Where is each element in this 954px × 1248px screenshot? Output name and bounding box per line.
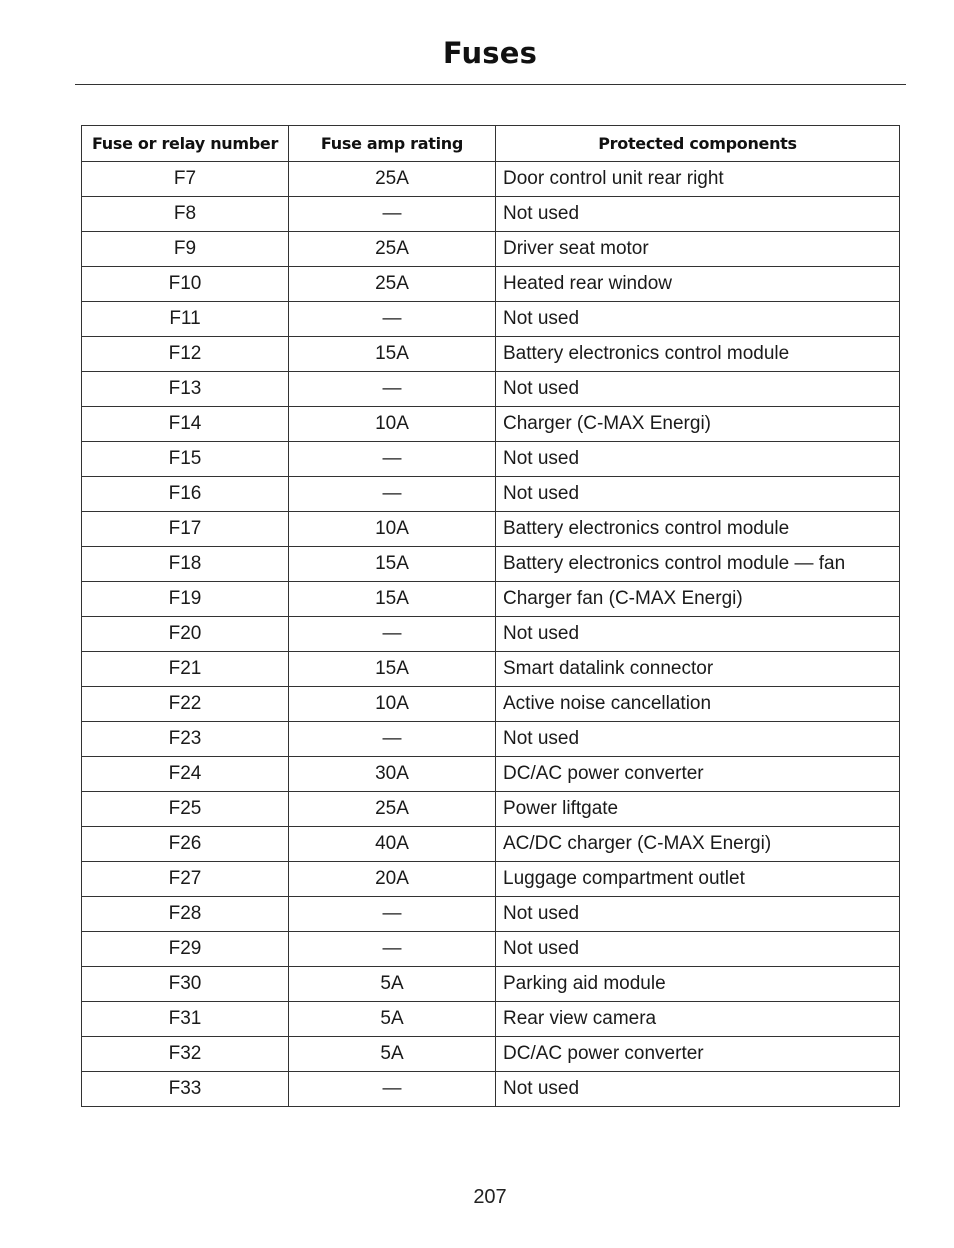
amp-rating-cell: —: [289, 302, 496, 337]
fuse-number-cell: F30: [82, 967, 289, 1002]
protected-component-cell: Not used: [496, 932, 900, 967]
fuse-number-cell: F27: [82, 862, 289, 897]
page-title: Fuses: [442, 36, 538, 70]
amp-rating-cell: 40A: [289, 827, 496, 862]
protected-component-cell: Not used: [496, 442, 900, 477]
amp-rating-cell: 10A: [289, 512, 496, 547]
protected-component-cell: Rear view camera: [496, 1002, 900, 1037]
table-row: [82, 582, 900, 617]
protected-component-cell: Charger fan (C-MAX Energi): [496, 582, 900, 617]
protected-component-cell: Power liftgate: [496, 792, 900, 827]
fuse-number-cell: F9: [82, 232, 289, 267]
table-row: [82, 827, 900, 862]
table-row: [82, 477, 900, 512]
header-protected-components: Protected components: [496, 126, 900, 162]
table-row: [82, 1037, 900, 1072]
amp-rating-cell: 15A: [289, 337, 496, 372]
fuse-number-cell: F23: [82, 722, 289, 757]
protected-component-cell: Not used: [496, 1072, 900, 1107]
table-row: [82, 897, 900, 932]
amp-rating-cell: 25A: [289, 232, 496, 267]
amp-rating-cell: —: [289, 197, 496, 232]
protected-component-cell: Battery electronics control module: [496, 337, 900, 372]
title-divider: [75, 84, 906, 85]
protected-component-cell: Active noise cancellation: [496, 687, 900, 722]
fuse-number-cell: F32: [82, 1037, 289, 1072]
protected-component-cell: Not used: [496, 477, 900, 512]
fuse-number-cell: F19: [82, 582, 289, 617]
fuse-number-cell: F13: [82, 372, 289, 407]
table-row: [82, 442, 900, 477]
table-row: [82, 162, 900, 197]
fuse-number-cell: F22: [82, 687, 289, 722]
protected-component-cell: DC/AC power converter: [496, 757, 900, 792]
amp-rating-cell: 30A: [289, 757, 496, 792]
protected-component-cell: Not used: [496, 617, 900, 652]
fuse-number-cell: F7: [82, 162, 289, 197]
table-row: [82, 967, 900, 1002]
table-row: [82, 862, 900, 897]
table-row: [82, 722, 900, 757]
amp-rating-cell: 15A: [289, 547, 496, 582]
amp-rating-cell: 5A: [289, 1037, 496, 1072]
table-header: [82, 126, 900, 162]
amp-rating-cell: 5A: [289, 1002, 496, 1037]
fuse-number-cell: F12: [82, 337, 289, 372]
fuse-number-cell: F10: [82, 267, 289, 302]
protected-component-cell: Battery electronics control module — fan: [496, 547, 900, 582]
amp-rating-cell: 15A: [289, 652, 496, 687]
protected-component-cell: Not used: [496, 372, 900, 407]
protected-component-cell: Door control unit rear right: [496, 162, 900, 197]
table-row: [82, 687, 900, 722]
fuse-number-cell: F14: [82, 407, 289, 442]
table-row: [82, 302, 900, 337]
amp-rating-cell: —: [289, 617, 496, 652]
protected-component-cell: Not used: [496, 197, 900, 232]
amp-rating-cell: 10A: [289, 407, 496, 442]
fuse-number-cell: F11: [82, 302, 289, 337]
fuse-number-cell: F20: [82, 617, 289, 652]
protected-component-cell: Not used: [496, 722, 900, 757]
table-row: [82, 1002, 900, 1037]
fuse-number-cell: F16: [82, 477, 289, 512]
fuse-number-cell: F31: [82, 1002, 289, 1037]
protected-component-cell: Not used: [496, 897, 900, 932]
header-row: [82, 126, 900, 162]
protected-component-cell: Luggage compartment outlet: [496, 862, 900, 897]
fuse-number-cell: F17: [82, 512, 289, 547]
fuse-number-cell: F26: [82, 827, 289, 862]
amp-rating-cell: —: [289, 897, 496, 932]
protected-component-cell: Driver seat motor: [496, 232, 900, 267]
table-body: [82, 162, 900, 1107]
protected-component-cell: Charger (C-MAX Energi): [496, 407, 900, 442]
table-row: [82, 372, 900, 407]
table-row: [82, 197, 900, 232]
protected-component-cell: Not used: [496, 302, 900, 337]
amp-rating-cell: 25A: [289, 267, 496, 302]
protected-component-cell: AC/DC charger (C-MAX Energi): [496, 827, 900, 862]
amp-rating-cell: 25A: [289, 162, 496, 197]
amp-rating-cell: —: [289, 372, 496, 407]
protected-component-cell: Heated rear window: [496, 267, 900, 302]
table-row: [82, 407, 900, 442]
protected-component-cell: DC/AC power converter: [496, 1037, 900, 1072]
table-row: [82, 512, 900, 547]
amp-rating-cell: —: [289, 722, 496, 757]
amp-rating-cell: —: [289, 442, 496, 477]
table-row: [82, 652, 900, 687]
fuse-number-cell: F28: [82, 897, 289, 932]
table-row: [82, 932, 900, 967]
fuse-number-cell: F18: [82, 547, 289, 582]
amp-rating-cell: —: [289, 1072, 496, 1107]
table-row: [82, 337, 900, 372]
table-row: [82, 267, 900, 302]
table-row: [82, 617, 900, 652]
table-row: [82, 547, 900, 582]
fuse-number-cell: F21: [82, 652, 289, 687]
header-amp-rating: Fuse amp rating: [289, 126, 496, 162]
amp-rating-cell: 20A: [289, 862, 496, 897]
fuse-number-cell: F15: [82, 442, 289, 477]
table-row: [82, 792, 900, 827]
header-fuse-number: Fuse or relay number: [82, 126, 289, 162]
protected-component-cell: Parking aid module: [496, 967, 900, 1002]
amp-rating-cell: 25A: [289, 792, 496, 827]
table-row: [82, 757, 900, 792]
fuse-number-cell: F25: [82, 792, 289, 827]
amp-rating-cell: 15A: [289, 582, 496, 617]
table-row: [82, 232, 900, 267]
fuse-number-cell: F29: [82, 932, 289, 967]
fuse-table: [81, 125, 900, 1107]
amp-rating-cell: 5A: [289, 967, 496, 1002]
fuse-number-cell: F33: [82, 1072, 289, 1107]
protected-component-cell: Smart datalink connector: [496, 652, 900, 687]
table-row: [82, 1072, 900, 1107]
protected-component-cell: Battery electronics control module: [496, 512, 900, 547]
page-number: 207: [473, 1186, 507, 1208]
amp-rating-cell: —: [289, 932, 496, 967]
fuse-number-cell: F24: [82, 757, 289, 792]
fuse-number-cell: F8: [82, 197, 289, 232]
amp-rating-cell: 10A: [289, 687, 496, 722]
amp-rating-cell: —: [289, 477, 496, 512]
